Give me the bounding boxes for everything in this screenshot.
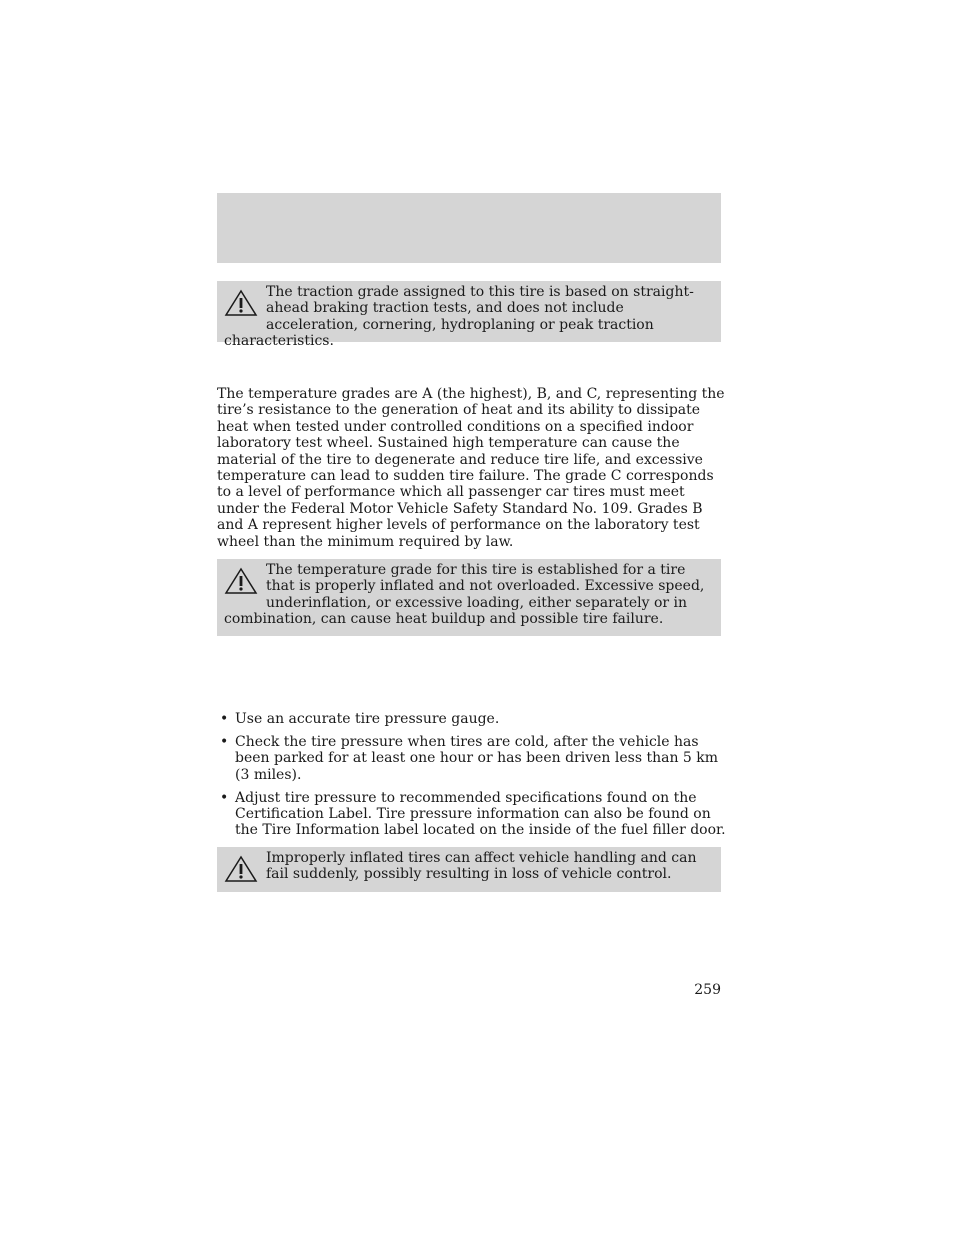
list-item <box>217 711 727 727</box>
page-number: 259 <box>694 982 721 998</box>
temperature-paragraph: The temperature grades are A (the highest), B, and C, representing the tire’s resistance to the generation of heat and its ability to dissipate heat when tested under controlled conditions on a specified indoor laboratory test wheel. Sustained high temperature can cause the material of the tire to degenerate and reduce tire life, and excessive temperature can lead to sudden tire failure. The grade C corresponds to a level of performance which all passenger car tires must meet under the Federal Motor Vehicle Safety Standard No. 109. Grades B and A represent higher levels of performance on the laboratory test wheel than the minimum required by law. <box>217 386 725 550</box>
section-header-band <box>217 193 721 263</box>
warning-triangle-icon <box>224 567 258 595</box>
list-item-text: Check the tire pressure when tires are cold, after the vehicle has been parked for at least one hour or has been driven less than 5 km (3 miles). <box>235 733 719 783</box>
list-item-text: Use an accurate tire pressure gauge. <box>235 711 500 727</box>
warning-triangle-icon <box>224 289 258 317</box>
warning-text: The traction grade assigned to this tire is based on straight-ahead braking traction tests, and does not include acceleration, cornering, hydroplaning or peak traction characteristics. <box>224 284 694 350</box>
warning-text: Improperly inflated tires can affect vehicle handling and can fail suddenly, possibly resulting in loss of vehicle control. <box>266 850 697 883</box>
inflation-warning-box <box>217 847 721 892</box>
warning-triangle-icon <box>224 855 258 883</box>
warning-text: The temperature grade for this tire is established for a tire that is properly inflated and not overloaded. Excessive speed, underinflation, or excessive loading, either separately or in combination, can cause heat buildup and possible tire failure. <box>224 562 705 628</box>
traction-warning-box <box>217 281 721 350</box>
bullet-icon: • <box>220 789 229 806</box>
bullet-icon: • <box>220 711 229 727</box>
list-item <box>217 790 727 839</box>
tire-pressure-list <box>217 711 727 845</box>
list-item <box>217 734 727 783</box>
list-item-text: Adjust tire pressure to recommended specifications found on the Certification Label. Tire pressure information can also be found on the Tire Information label located on the inside of the fuel filler door. <box>235 789 726 839</box>
bullet-icon: • <box>220 733 229 750</box>
temperature-warning-box <box>217 559 721 636</box>
